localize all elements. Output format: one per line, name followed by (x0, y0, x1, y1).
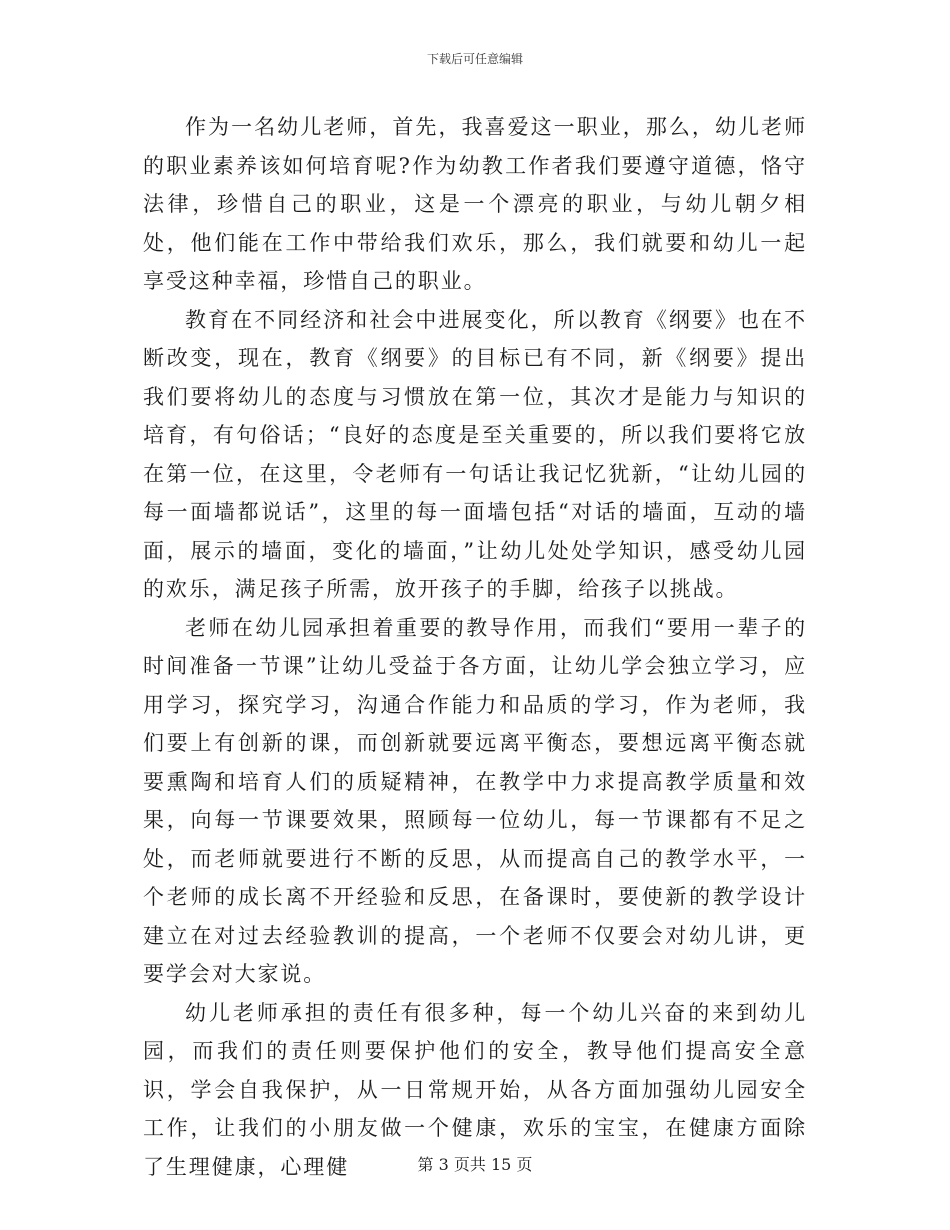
paragraph-3: 老师在幼儿园承担着重要的教导作用，而我们“要用一辈子的时间准备一节课”让幼儿受益于各方面，让幼儿学会独立学习，应用学习，探究学习，沟通合作能力和品质的学习，作为老师，我们要上有创新的课，而创新就要远离平衡态，要想远离平衡态就要熏陶和培育人们的质疑精神，在教学中力求提高教学质量和效果，向每一节课要效果，照顾每一位幼儿，每一节课都有不足之处，而老师就要进行不断的反思，从而提高自己的教学水平，一个老师的成长离不开经验和反思，在备课时，要使新的教学设计建立在对过去经验教训的提高，一个老师不仅要会对幼儿讲，更要学会对大家说。 (143, 615, 807, 986)
page-number: 第 3 页共 15 页 (417, 1155, 533, 1174)
document-body (143, 108, 807, 1186)
paragraph-4: 幼儿老师承担的责任有很多种，每一个幼儿兴奋的来到幼儿园，而我们的责任则要保护他们的安全，教导他们提高安全意识，学会自我保护，从一日常规开始，从各方面加强幼儿园安全工作，让我们的小朋友做一个健康，欢乐的宝宝，在健康方面除了生理健康，心理健 (143, 1000, 807, 1179)
paragraph-2: 教育在不同经济和社会中进展变化，所以教育《纲要》也在不断改变，现在，教育《纲要》的目标已有不同，新《纲要》提出我们要将幼儿的态度与习惯放在第一位，其次才是能力与知识的培育，有句俗话；“良好的态度是至关重要的，所以我们要将它放在第一位，在这里，令老师有一句话让我记忆犹新，“让幼儿园的每一面墙都说话”，这里的每一面墙包括“对话的墙面，互动的墙面，展示的墙面，变化的墙面，”让幼儿处处学知识，感受幼儿园的欢乐，满足孩子所需，放开孩子的手脚，给孩子以挑战。 (143, 307, 807, 601)
page-header-note: 下载后可任意编辑 (426, 52, 523, 66)
paragraph-1: 作为一名幼儿老师，首先，我喜爱这一职业，那么，幼儿老师的职业素养该如何培育呢?作为幼教工作者我们要遵守道德，恪守法律，珍惜自己的职业，这是一个漂亮的职业，与幼儿朝夕相处，他们能在工作中带给我们欢乐，那么，我们就要和幼儿一起享受这种幸福，珍惜自己的职业。 (143, 115, 807, 293)
